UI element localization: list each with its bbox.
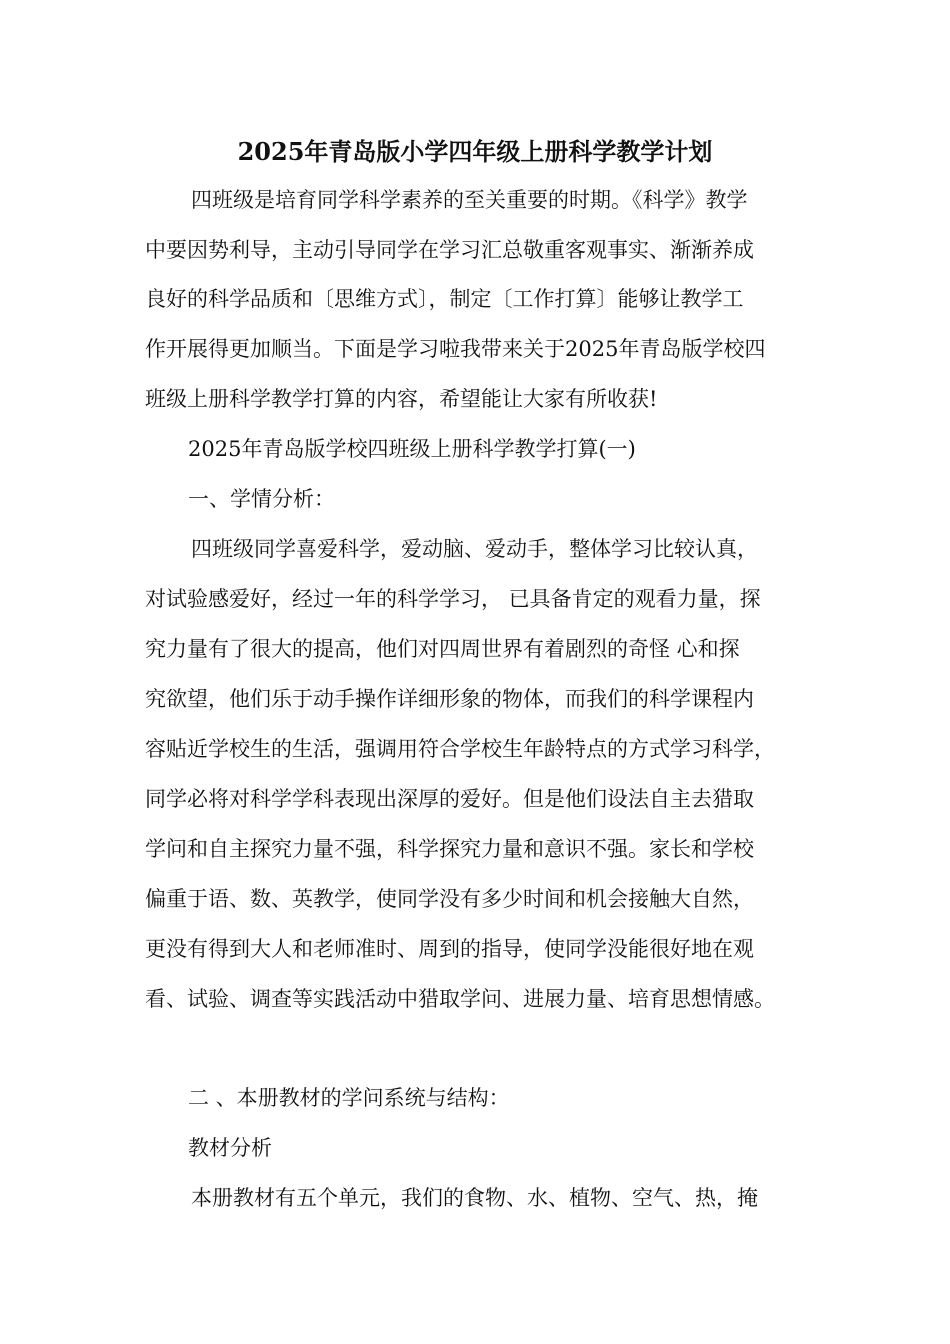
- section-heading-1: 一、学情分析：: [188, 487, 335, 511]
- intro-line-5: 班级上册科学教学打算的内容，希望能让大家有所收获!: [145, 387, 658, 411]
- subsection-heading: 教材分析: [188, 1136, 272, 1160]
- materials-line-1: 本册教材有五个单元，我们的食物、水、植物、空气、热，掩: [191, 1186, 758, 1210]
- page-title: 2025年青岛版小学四年级上册科学教学计划: [237, 137, 713, 166]
- intro-line-1: 四班级是培育同学科学素养的至关重要的时期。《科学》教学: [191, 188, 748, 212]
- analysis-line-7: 学问和自主探究力量不强，科学探究力量和意识不强。家长和学校: [145, 837, 754, 861]
- intro-line-3: 良好的科学品质和〔思维方式〕，制定〔工作打算〕能够让教学工: [145, 287, 744, 311]
- analysis-line-6: 同学必将对科学学科表现出深厚的爱好。但是他们设法自主去猎取: [145, 787, 754, 811]
- intro-line-2: 中要因势利导，主动引导同学在学习汇总敬重客观事实、渐渐养成: [145, 238, 754, 262]
- plan-heading: 2025年青岛版学校四班级上册科学教学打算(一): [188, 437, 636, 461]
- analysis-line-10: 看、试验、调查等实践活动中猎取学问、进展力量、培育思想情感。: [145, 987, 775, 1011]
- analysis-line-1: 四班级同学喜爱科学，爱动脑、爱动手，整体学习比较认真，: [191, 537, 758, 561]
- intro-line-4: 作开展得更加顺当。下面是学习啦我带来关于2025年青岛版学校四: [145, 337, 766, 361]
- analysis-line-3: 究力量有了很大的提高，他们对四周世界有着剧烈的奇怪 心和探: [145, 637, 740, 661]
- analysis-line-8: 偏重于语、数、英教学，使同学没有多少时间和机会接触大自然，: [145, 887, 754, 911]
- analysis-line-4: 究欲望，他们乐于动手操作详细形象的物体，而我们的科学课程内: [145, 687, 754, 711]
- analysis-line-5: 容贴近学校生的生活，强调用符合学校生年龄特点的方式学习科学，: [145, 737, 775, 761]
- analysis-line-2: 对试验感爱好，经过一年的科学学习， 已具备肯定的观看力量，探: [145, 587, 761, 611]
- analysis-line-9: 更没有得到大人和老师准时、周到的指导，使同学没能很好地在观: [145, 937, 754, 961]
- section-heading-2: 二 、本册教材的学问系统与结构：: [188, 1086, 510, 1110]
